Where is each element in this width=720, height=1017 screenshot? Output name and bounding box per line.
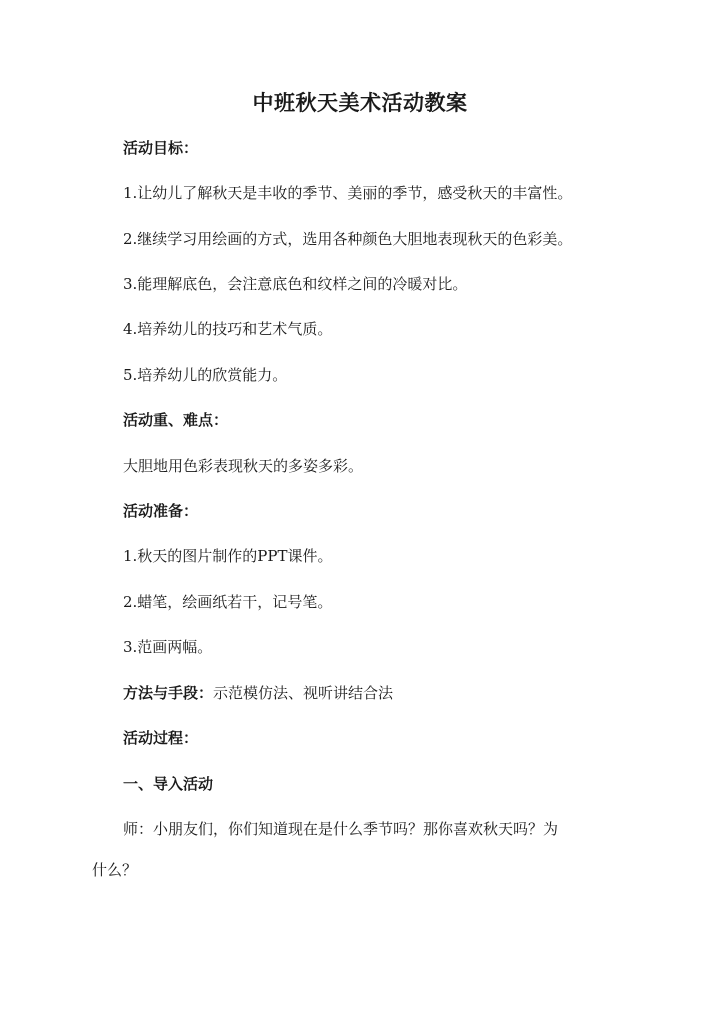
method-line	[123, 680, 393, 706]
goal-item-5: 5.培养幼儿的欣赏能力。	[123, 366, 288, 384]
goal-item-3: 3.能理解底色，会注意底色和纹样之间的冷暖对比。	[123, 275, 468, 293]
prep-item-3: 3.范画两幅。	[123, 638, 213, 656]
prep-item-1: 1.秋天的图片制作的PPT课件。	[123, 547, 333, 565]
key-points-heading: 活动重、难点：	[123, 411, 229, 429]
goal-item-2: 2.继续学习用绘画的方式，选用各种颜色大胆地表现秋天的色彩美。	[123, 230, 573, 248]
prep-item-2: 2.蜡笔，绘画纸若干，记号笔。	[123, 593, 333, 611]
method-text: 示范模仿法、视听讲结合法	[213, 684, 394, 702]
goals-heading: 活动目标：	[123, 139, 199, 157]
method-label: 方法与手段：	[123, 684, 214, 702]
key-points-text: 大胆地用色彩表现秋天的多姿多彩。	[123, 457, 364, 475]
section1-paragraph-line2: 什么？	[92, 861, 138, 879]
goal-item-4: 4.培养幼儿的技巧和艺术气质。	[123, 320, 333, 338]
prep-heading: 活动准备：	[123, 502, 199, 520]
process-heading: 活动过程：	[123, 729, 199, 747]
document-title: 中班秋天美术活动教案	[252, 90, 468, 115]
goal-item-1: 1.让幼儿了解秋天是丰收的季节、美丽的季节，感受秋天的丰富性。	[123, 184, 573, 202]
section1-paragraph-line1: 师：小朋友们，你们知道现在是什么季节吗？那你喜欢秋天吗？为	[123, 820, 559, 838]
section1-heading: 一、导入活动	[123, 775, 214, 793]
